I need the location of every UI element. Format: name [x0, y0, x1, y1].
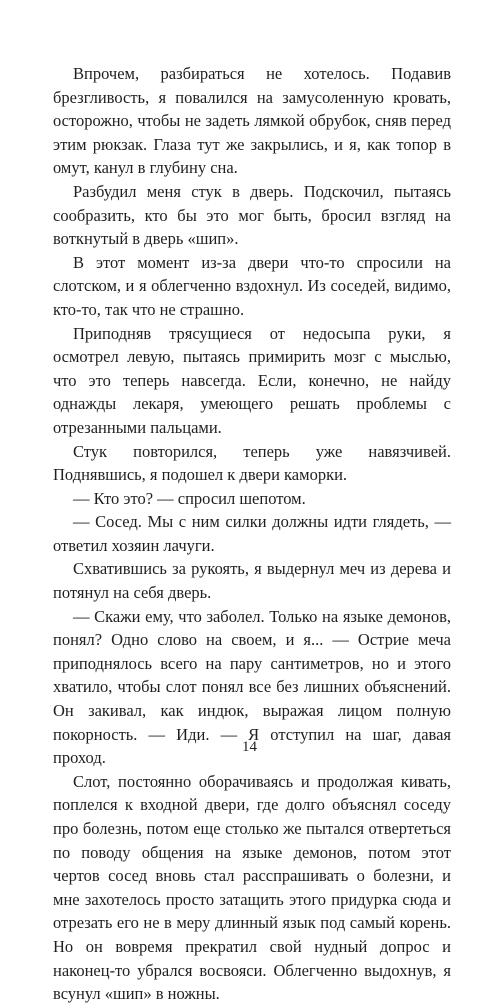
paragraph: Впрочем, разбираться не хотелось. Подавив брезгливость, я повалился на замусоленную кровать, осторожно, чтобы не задеть лямкой обрубок, сняв перед этим рюкзак. Глаза тут же закрылись, и я, как топор в омут, канул в глубину сна.	[53, 64, 451, 178]
paragraph: В этот момент из-за двери что-то спросили на слотском, и я облегченно вздохнул. Из соседей, видимо, кто-то, так что не страшно.	[53, 252, 451, 319]
page-number: 14	[242, 739, 257, 755]
dialogue-line: — Скажи ему, что заболел. Только на языке демонов, понял? Одно слово на своем, и я... — Острие меча приподнялось всего на пару сантиметров, но и этого хватило, чтобы слот понял все без лишних объяснений. Он закивал, как индюк, выражая лицом полную покорность. — Иди. — Я отступил на шаг, давая проход.	[53, 606, 451, 768]
body-text	[53, 62, 451, 1006]
dialogue-line: — Кто это? — спросил шепотом.	[73, 488, 306, 508]
paragraph: Приподняв трясущиеся от недосыпа руки, я осмотрел левую, пытаясь примирить мозг с мыслью, что это теперь навсегда. Если, конечно, не найду однажды лекаря, умеющего решать проблемы с отрезанными пальцами.	[53, 323, 451, 437]
paragraph: Слот, постоянно оборачиваясь и продолжая кивать, поплелся к входной двери, где долго объяснял соседу про болезнь, потом еще столько же пытался отвертеться по поводу общения на языке демонов, потом этот чертов сосед вновь стал расспрашивать о болезни, и мне захотелось просто затащить этого придурка сюда и отрезать его не в меру длинный язык под самый корень. Но он вовремя прекратил свой нудный допрос и наконец-то убрался восвояси. Облегченно выдохнув, я всунул «шип» в ножны.	[53, 771, 451, 1004]
paragraph: Разбудил меня стук в дверь. Подскочил, пытаясь сообразить, кто бы это мог быть, бросил взгляд на воткнутый в дверь «шип».	[53, 181, 451, 249]
paragraph: Стук повторился, теперь уже навязчивей. Поднявшись, я подошел к двери каморки.	[53, 441, 451, 485]
dialogue-line: — Сосед. Мы с ним силки должны идти глядеть, — ответил хозяин лачуги.	[53, 512, 451, 555]
paragraph: Схватившись за рукоять, я выдернул меч из дерева и потянул на себя дверь.	[53, 559, 451, 603]
